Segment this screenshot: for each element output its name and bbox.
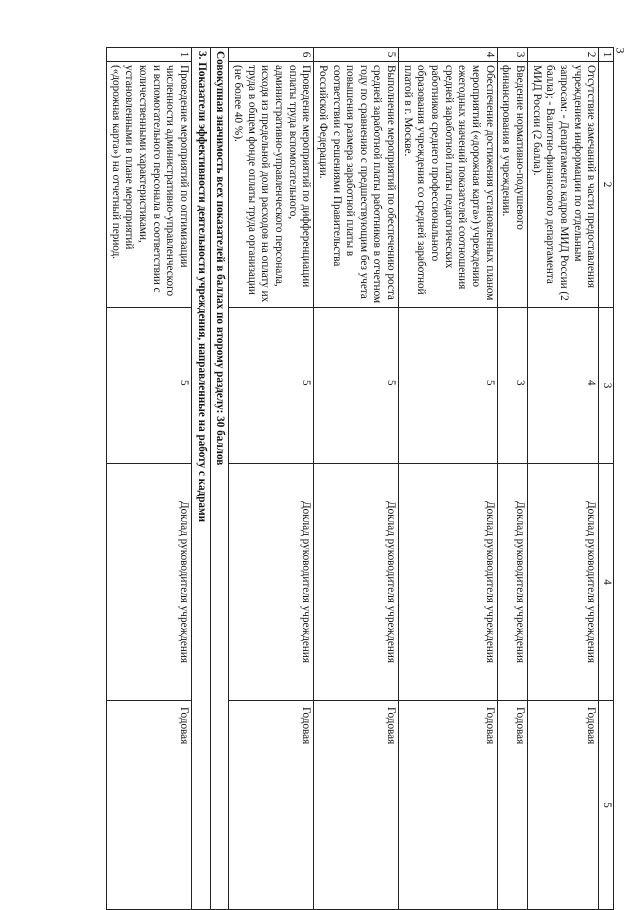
section-title-row xyxy=(191,48,210,910)
period-text: Годовая xyxy=(314,701,399,910)
summary-text: Совокупная значимость всех показателей в баллах по второму разделу: 30 баллов xyxy=(210,48,229,910)
page-number: 3 xyxy=(613,47,628,54)
period-text: Годовая xyxy=(399,701,498,910)
indicator-text: Проведение мероприятий по дифференциации оплаты труда вспомогательного, административно-управленческого персонала, исходя из предельной доли расходов на оплату их труда в общем фонде оплаты труда организации (не более 40 %). xyxy=(229,62,314,308)
summary-row xyxy=(210,48,229,910)
indicator-text: Отсутствие замечаний в части предоставления учреждением информации по отдельным запросам: - Департамента кадров МИД России (2 балла); - Валютно-финансового департамента МИД России (2 балла). xyxy=(528,62,599,308)
indicator-text: Обеспечение достижения установленных планом мероприятий («дорожная карта») учреждению ежегодных значений показателей соотношения средней заработной платы педагогических работников среднего профессионального образования учреждения со средней заработной платой в г. Москве. xyxy=(399,62,498,308)
table-row xyxy=(229,48,314,910)
source-text: Доклад руководителя учреждения xyxy=(229,464,314,701)
source-text: Доклад руководителя учреждения xyxy=(399,464,498,701)
row-number: 3 xyxy=(497,48,527,62)
indicator-text: Выполнение мероприятий по обеспечению роста средней заработной платы работников в отчетном году по сравнению с предшествующим без учета повышения размера заработной платы в соответствии с решениями Правительства Российской Федерации. xyxy=(314,62,399,308)
source-text: Доклад руководителя учреждения xyxy=(497,464,527,701)
score-value: 5 xyxy=(229,308,314,464)
period-text: Годовая xyxy=(229,701,314,910)
source-text: Доклад руководителя учреждения xyxy=(314,464,399,701)
header-cell-4: 4 xyxy=(599,464,614,701)
row-number: 2 xyxy=(528,48,599,62)
criteria-table xyxy=(106,47,614,910)
header-cell-2: 2 xyxy=(599,62,614,308)
indicator-text: Введение нормативно-подушевого финансирования в учреждении. xyxy=(497,62,527,308)
table-row xyxy=(399,48,498,910)
table-row xyxy=(107,48,192,910)
indicator-text: Проведение мероприятий по оптимизации численности административно-управленческого и вспомогательного персонала в соответствии с количественными характеристиками, установленными в плане мероприятий («дорожная карта») на отчетный период. xyxy=(107,62,192,308)
period-text: Годовая xyxy=(528,701,599,910)
score-value: 3 xyxy=(497,308,527,464)
source-text: Доклад руководителя учреждения xyxy=(107,464,192,701)
section-title: 3. Показатели эффективности деятельности учреждения, направленные на работу с кадрами xyxy=(191,48,210,910)
source-text: Доклад руководителя учреждения xyxy=(528,464,599,701)
document-page xyxy=(70,47,614,910)
period-text: Годовая xyxy=(107,701,192,910)
table-row xyxy=(497,48,527,910)
score-value: 5 xyxy=(107,308,192,464)
row-number: 5 xyxy=(314,48,399,62)
table-row xyxy=(528,48,599,910)
row-number: 6 xyxy=(229,48,314,62)
score-value: 5 xyxy=(399,308,498,464)
header-cell-5: 5 xyxy=(599,701,614,910)
row-number: 1 xyxy=(107,48,192,62)
row-number: 4 xyxy=(399,48,498,62)
header-cell-1: 1 xyxy=(599,48,614,62)
period-text: Годовая xyxy=(497,701,527,910)
header-cell-3: 3 xyxy=(599,308,614,464)
score-value: 5 xyxy=(314,308,399,464)
header-row xyxy=(599,48,614,910)
score-value: 4 xyxy=(528,308,599,464)
table-row xyxy=(314,48,399,910)
